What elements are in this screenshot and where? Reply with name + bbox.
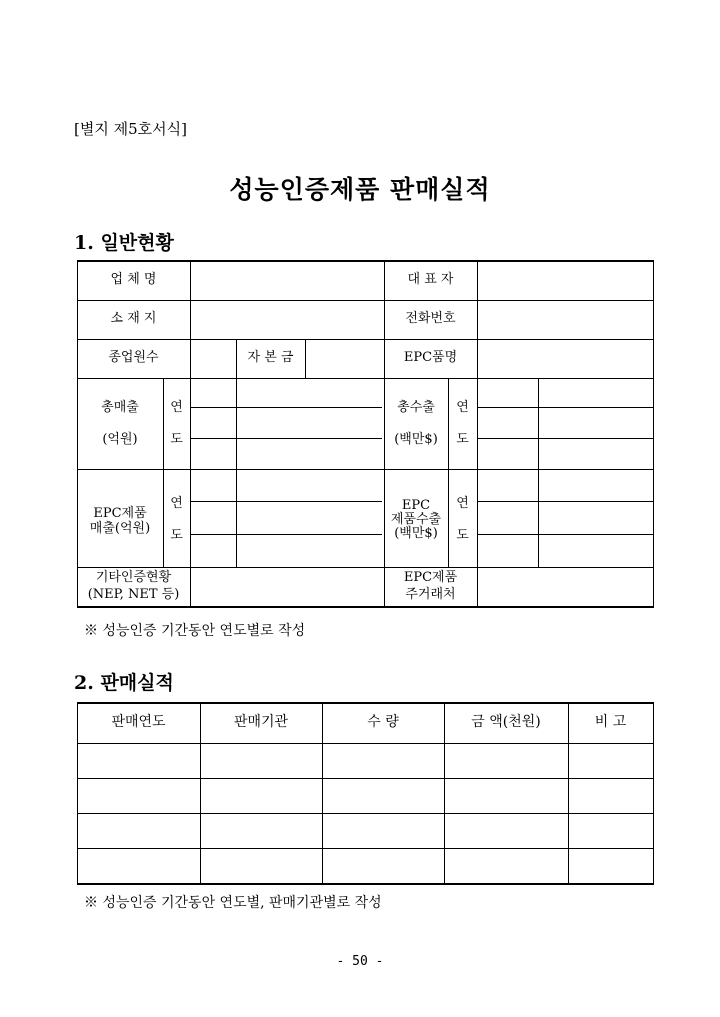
label-epc-customer-line1: EPC제품 xyxy=(403,570,458,586)
label-phone: 전화번호 xyxy=(405,311,456,327)
label-epc-export-line1: EPC xyxy=(401,497,431,513)
column-header-quantity: 수 량 xyxy=(367,714,399,731)
label-year-char-2: 도 xyxy=(170,431,183,447)
label-epc-product: EPC품명 xyxy=(403,350,458,366)
label-year-char-1: 연 xyxy=(170,399,183,415)
section-1-note: ※ 성능인증 기간동안 연도별로 작성 xyxy=(84,623,306,639)
label-capital: 자 본 금 xyxy=(247,350,294,366)
label-year-char-1: 연 xyxy=(456,495,469,511)
label-epc-export-line2: 제품수출 xyxy=(390,511,442,527)
section-1-heading: 1. 일반현황 xyxy=(74,232,174,254)
label-total-export-unit: (백만$) xyxy=(394,431,438,447)
label-epc-customer-line2: 주거래처 xyxy=(405,587,456,603)
label-total-sales: 총매출 xyxy=(101,399,139,415)
label-year-char-1: 연 xyxy=(170,495,183,511)
label-employees: 종업원수 xyxy=(108,350,159,366)
column-header-amount: 금 액(천원) xyxy=(471,714,541,731)
column-header-sales-year: 판매연도 xyxy=(111,714,166,731)
column-header-remarks: 비 고 xyxy=(594,714,627,731)
label-company-name: 업 체 명 xyxy=(110,272,157,288)
label-year-char-2: 도 xyxy=(456,527,469,543)
label-ceo: 대 표 자 xyxy=(407,272,454,288)
label-year-char-1: 연 xyxy=(456,399,469,415)
section-2-heading: 2. 판매실적 xyxy=(74,672,174,694)
label-epc-sales-line1: EPC제품 xyxy=(93,505,147,521)
label-year-char-2: 도 xyxy=(456,431,469,447)
form-number: [별지 제5호서식] xyxy=(74,120,187,138)
page-number: - 50 - xyxy=(336,954,384,969)
label-other-cert-line2: (NEP, NET 등) xyxy=(87,587,180,603)
label-epc-export-line3: (백만$) xyxy=(394,525,438,541)
label-epc-sales-line2: 매출(억원) xyxy=(89,520,151,536)
label-year-char-2: 도 xyxy=(170,527,183,543)
page-title: 성능인증제품 판매실적 xyxy=(229,175,491,204)
section-2-note: ※ 성능인증 기간동안 연도별, 판매기관별로 작성 xyxy=(84,895,382,911)
label-total-sales-unit: (억원) xyxy=(102,431,138,447)
column-header-sales-agency: 판매기관 xyxy=(233,714,289,731)
label-total-export: 총수출 xyxy=(397,399,435,415)
label-address: 소 재 지 xyxy=(110,311,157,327)
label-other-cert-line1: 기타인증현황 xyxy=(95,570,172,586)
